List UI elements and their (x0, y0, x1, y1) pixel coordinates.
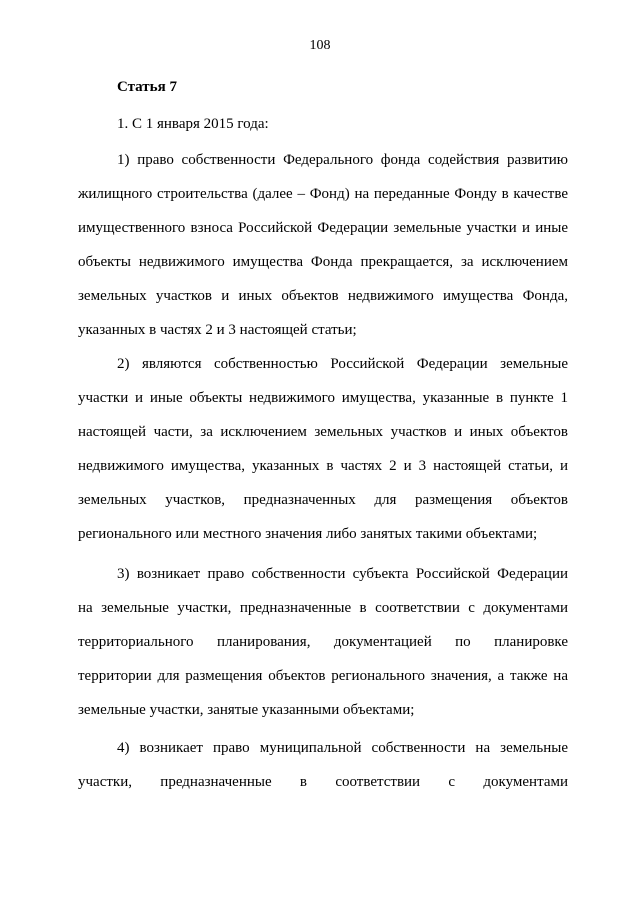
article-title: Статья 7 (117, 79, 177, 95)
paragraph-line: 1) право собственности Федерального фонда содействия развитию (117, 152, 568, 168)
paragraph-item-1 (78, 150, 568, 354)
page-number: 108 (309, 38, 331, 53)
paragraph-line: участки, предназначенные в соответствии с документами (78, 774, 568, 790)
paragraph-line: регионального или местного значения либо занятых такими объектами; (78, 526, 538, 542)
paragraph-line: 3) возникает право собственности субъекта Российской Федерации (117, 566, 568, 582)
paragraph-line: территориального планирования, документацией по планировке (78, 634, 568, 650)
paragraph-line: 4) возникает право муниципальной собственности на земельные (117, 740, 568, 756)
paragraph-line: на земельные участки, предназначенные в соответствии с документами (78, 600, 568, 616)
paragraph-item-2 (78, 354, 568, 558)
paragraph-line: земельных участков и иных объектов недвижимого имущества Фонда, (78, 288, 568, 304)
paragraph-line: земельных участков, предназначенных для размещения объектов (78, 492, 568, 508)
paragraph-line: жилищного строительства (далее – Фонд) на переданные Фонду в качестве (78, 186, 568, 202)
paragraph-line: 2) являются собственностью Российской Федерации земельные (117, 356, 568, 372)
paragraph-line: участки и иные объекты недвижимого имущества, указанные в пункте 1 (78, 390, 568, 406)
paragraph-line: настоящей части, за исключением земельных участков и иных объектов (78, 424, 568, 440)
paragraph-line: недвижимого имущества, указанных в частях 2 и 3 настоящей статьи, и (78, 458, 568, 474)
paragraph-line: территории для размещения объектов регионального значения, а также на (78, 668, 568, 684)
paragraph-line: земельные участки, занятые указанными объектами; (78, 702, 415, 718)
paragraph-line: объекты недвижимого имущества Фонда прекращается, за исключением (78, 254, 568, 270)
paragraph-item-4 (78, 738, 568, 806)
paragraph-line: указанных в частях 2 и 3 настоящей статьи; (78, 322, 357, 338)
paragraph-item-3 (78, 564, 568, 734)
clause-intro: 1. С 1 января 2015 года: (117, 116, 269, 132)
paragraph-line: имущественного взноса Российской Федерации земельные участки и иные (78, 220, 568, 236)
